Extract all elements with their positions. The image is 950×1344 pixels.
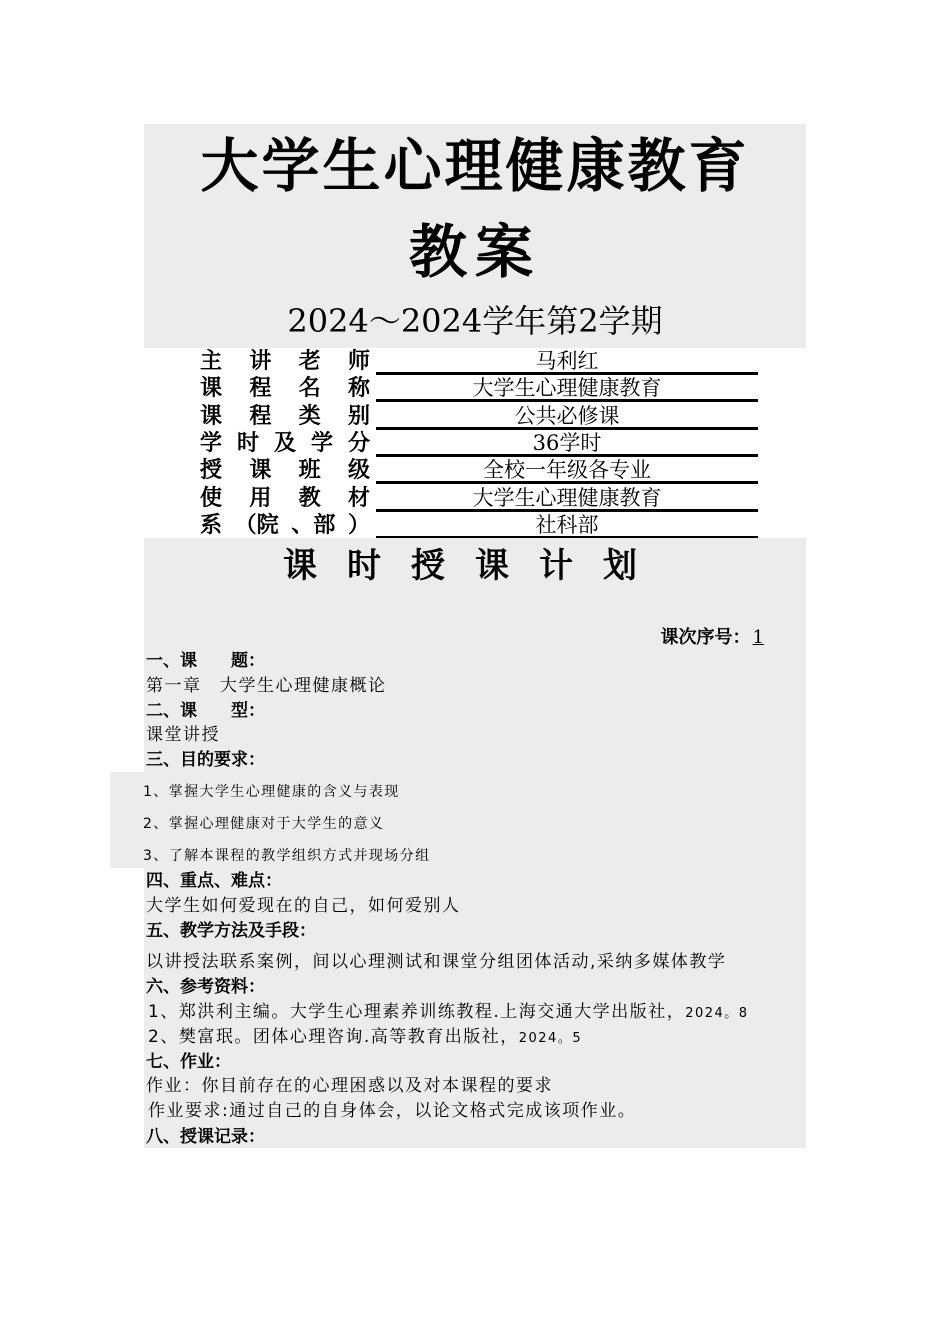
reference-date: 2024。5 — [518, 1031, 583, 1046]
course-info-label-char: 课 — [249, 458, 272, 484]
course-info-label-char: 教 — [298, 485, 321, 511]
type-heading: 二、课 型： — [146, 701, 265, 721]
course-info-label-char: （院 — [234, 512, 279, 538]
course-info-label-char: 名 — [298, 376, 321, 402]
lesson-number — [661, 623, 764, 649]
course-info-label-char: 使 — [200, 485, 223, 511]
course-info-label-char: 主 — [200, 349, 223, 374]
course-info-label-char: 材 — [347, 485, 370, 511]
course-info-value: 全校一年级各专业 — [376, 457, 758, 484]
record-heading: 八、授课记录： — [146, 1127, 265, 1147]
references-heading: 六、参考资料： — [146, 977, 265, 997]
course-info-row — [200, 430, 760, 457]
course-info-label-char: 学 — [200, 430, 223, 456]
objectives-heading: 三、目的要求： — [146, 750, 265, 770]
reference-item — [148, 1025, 582, 1051]
course-info-label-char: 及 — [273, 430, 296, 456]
course-info-label-char: 时 — [236, 430, 259, 456]
course-info-label — [200, 348, 370, 375]
course-info-label — [200, 512, 370, 539]
topic-text: 第一章 大学生心理健康概论 — [146, 676, 387, 696]
course-info-label-char: 师 — [347, 349, 370, 374]
homework-text: 作业：你目前存在的心理困惑以及对本课程的要求 — [146, 1076, 553, 1096]
objective-item: 1、掌握大学生心理健康的含义与表现 — [143, 784, 400, 800]
course-info-label-char: 讲 — [249, 349, 272, 374]
course-info-label — [200, 375, 370, 402]
course-info-label-char: ） — [347, 512, 370, 538]
course-info-row — [200, 512, 760, 539]
objective-item: 3、了解本课程的教学组织方式并现场分组 — [143, 848, 431, 864]
course-info-value: 社科部 — [376, 512, 758, 539]
course-info-row — [200, 485, 760, 512]
homework-requirement: 作业要求:通过自己的自身体会，以论文格式完成该项作业。 — [148, 1101, 637, 1121]
course-info-label-char: 、部 — [291, 512, 336, 538]
reference-main: 2、樊富珉。团体心理咨询.高等教育出版社， — [148, 1027, 519, 1047]
lesson-number-label: 课次序号： — [660, 627, 751, 648]
course-info-label — [200, 403, 370, 430]
course-info-label-char: 类 — [298, 403, 321, 429]
course-info-label-char: 分 — [347, 430, 370, 456]
course-info-value: 大学生心理健康教育 — [376, 375, 758, 402]
course-info-row — [200, 403, 760, 430]
course-info-row — [200, 457, 760, 484]
cover-title-line2: 教案 — [408, 218, 541, 286]
course-info-label — [200, 430, 370, 457]
course-info-value: 公共必修课 — [376, 403, 758, 430]
course-info-label-char: 程 — [249, 376, 272, 402]
reference-item — [148, 1000, 749, 1026]
course-info-label-char: 学 — [310, 430, 333, 456]
cover-title-line1: 大学生心理健康教育 — [200, 132, 750, 200]
course-info-label-char: 课 — [200, 376, 223, 402]
reference-date: 2024。8 — [685, 1006, 749, 1021]
course-info-row — [200, 348, 760, 375]
course-info-value: 马利红 — [376, 348, 758, 375]
reference-main: 1、郑洪利主编。大学生心理素养训练教程.上海交通大学出版社， — [148, 1002, 686, 1022]
key-points-text: 大学生如何爱现在的自己，如何爱别人 — [146, 896, 461, 916]
key-points-heading: 四、重点、难点： — [146, 871, 282, 891]
homework-heading: 七、作业： — [146, 1052, 231, 1072]
course-info-label-char: 用 — [249, 485, 272, 511]
course-info-label — [200, 485, 370, 512]
methods-text: 以讲授法联系案例，间以心理测试和课堂分组团体活动,采纳多媒体教学 — [146, 952, 727, 972]
type-text: 课堂讲授 — [146, 725, 220, 745]
course-info-label-char: 别 — [347, 403, 370, 429]
course-info-label-char: 级 — [347, 458, 370, 484]
methods-heading: 五、教学方法及手段： — [146, 921, 316, 941]
course-info-row — [200, 375, 760, 402]
lesson-number-value: 1 — [752, 627, 764, 648]
course-info-label-char: 课 — [200, 403, 223, 429]
course-info-label-char: 授 — [200, 458, 223, 484]
cover-semester: 2024～2024学年第2学期 — [287, 302, 663, 340]
course-info-value: 大学生心理健康教育 — [376, 485, 758, 512]
course-info-label-char: 老 — [298, 349, 321, 374]
course-info-label-char: 程 — [249, 403, 272, 429]
objective-item: 2、掌握心理健康对于大学生的意义 — [143, 816, 385, 832]
course-info-value: 36学时 — [376, 430, 758, 457]
course-info-label-char: 班 — [298, 458, 321, 484]
course-info-label-char: 系 — [200, 512, 223, 538]
course-info-label — [200, 457, 370, 484]
topic-heading: 一、课 题： — [146, 651, 265, 671]
course-info-label-char: 称 — [347, 376, 370, 402]
plan-title: 课时授课计划 — [283, 546, 667, 586]
